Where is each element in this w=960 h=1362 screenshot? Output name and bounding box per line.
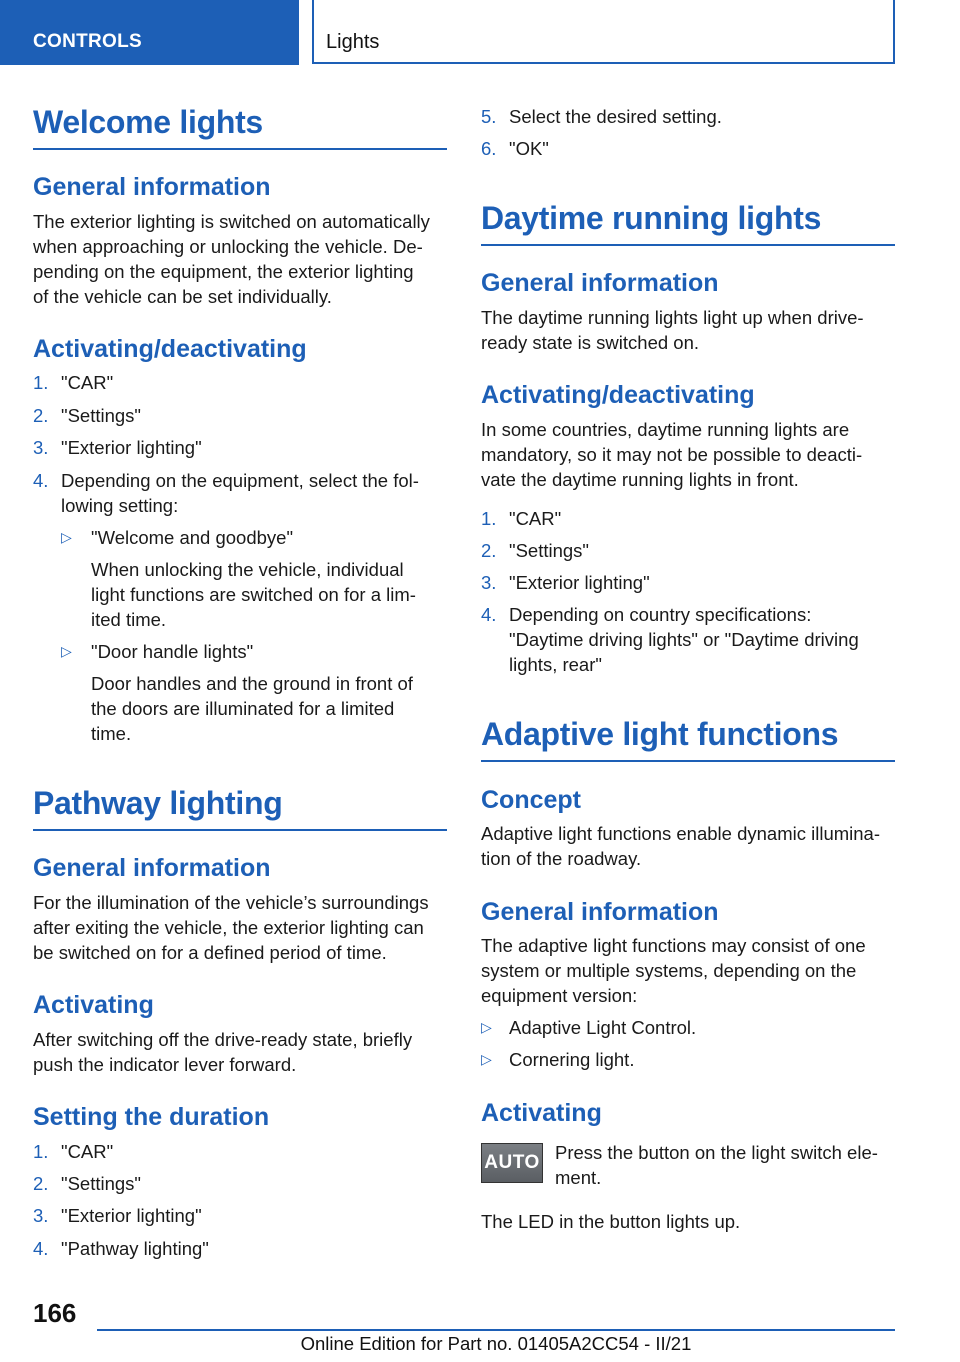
heading-alf-activating: Activating (481, 1099, 602, 1127)
list-text: "Settings" (61, 405, 141, 426)
heading-pathway-general-info: General information (33, 854, 271, 882)
drl-activating-line: vate the daytime running lights in front. (481, 469, 799, 490)
list-text: "Exterior lighting" (509, 572, 650, 593)
heading-concept: Concept (481, 786, 581, 814)
alf-general-line: system or multiple systems, depending on the (481, 960, 857, 981)
list-text: "CAR" (61, 1141, 114, 1162)
welcome-general-line: of the vehicle can be set individually. (33, 286, 332, 307)
triangle-bullet-icon: ▷ (61, 529, 72, 545)
list-text: "Exterior lighting" (61, 437, 202, 458)
drl-activating-line: In some countries, daytime running lights are (481, 419, 850, 440)
list-number: 1. (33, 1141, 49, 1162)
list-text: "Pathway lighting" (61, 1238, 209, 1259)
bullet-text: Cornering light. (509, 1049, 635, 1070)
list-text: "Exterior lighting" (61, 1205, 202, 1226)
option-description: Door handles and the ground in front of (91, 673, 413, 694)
list-number: 3. (33, 1205, 49, 1226)
heading-setting-duration: Setting the duration (33, 1103, 270, 1131)
auto-button-icon: AUTO (481, 1143, 543, 1183)
section-title: Lights (312, 0, 895, 64)
pathway-general-line: after exiting the vehicle, the exterior lighting can (33, 917, 424, 938)
list-text: "OK" (509, 138, 549, 159)
list-text: Depending on the equipment, select the fol‐ (61, 470, 419, 491)
led-line: The LED in the button lights up. (481, 1211, 741, 1232)
activating-line: Press the button on the light switch ele‐ (555, 1142, 878, 1163)
concept-line: Adaptive light functions enable dynamic illumina‐ (481, 823, 880, 844)
footer-edition: Online Edition for Part no. 01405A2CC54 - II/21 (300, 1333, 692, 1354)
option-description: ited time. (91, 609, 167, 630)
page-number: 166 (33, 1298, 77, 1328)
chapter-tab: CONTROLS (0, 0, 299, 65)
triangle-bullet-icon: ▷ (61, 643, 72, 659)
pathway-general-line: For the illumination of the vehicle’s surroundings (33, 892, 429, 913)
heading-drl-general-info: General information (481, 269, 719, 297)
list-number: 2. (33, 405, 49, 426)
welcome-general-line: when approaching or unlocking the vehicle. De‐ (33, 236, 423, 257)
bullet-text: Adaptive Light Control. (509, 1017, 697, 1038)
list-number: 2. (33, 1173, 49, 1194)
list-text: Select the desired setting. (509, 106, 722, 127)
list-number: 4. (481, 604, 497, 625)
welcome-general-line: The exterior lighting is switched on automatically (33, 211, 430, 232)
list-text: Depending on country specifications: (509, 604, 812, 625)
list-number: 4. (33, 1238, 49, 1259)
list-number: 6. (481, 138, 497, 159)
pathway-general-line: be switched on for a defined period of time. (33, 942, 387, 963)
welcome-general-line: pending on the equipment, the exterior lighting (33, 261, 414, 282)
heading-drl-activating: Activating/deactivating (481, 381, 755, 409)
list-text: lights, rear" (509, 654, 602, 675)
footer-divider (97, 1329, 895, 1331)
list-number: 5. (481, 106, 497, 127)
alf-general-line: The adaptive light functions may consist of one (481, 935, 866, 956)
option-description: light functions are switched on for a lim‐ (91, 584, 416, 605)
option-description: the doors are illuminated for a limited (91, 698, 395, 719)
list-number: 2. (481, 540, 497, 561)
list-number: 1. (481, 508, 497, 529)
list-text: "CAR" (61, 372, 114, 393)
list-number: 1. (33, 372, 49, 393)
list-number: 4. (33, 470, 49, 491)
heading-pathway-lighting: Pathway lighting (33, 783, 447, 831)
concept-line: tion of the roadway. (481, 848, 642, 869)
option-description: When unlocking the vehicle, individual (91, 559, 404, 580)
activating-line: ment. (555, 1167, 602, 1188)
heading-alf-general-info: General information (481, 898, 719, 926)
list-text: lowing setting: (61, 495, 179, 516)
heading-pathway-activating: Activating (33, 991, 154, 1019)
heading-daytime-running-lights: Daytime running lights (481, 198, 895, 246)
heading-welcome-general-info: General information (33, 173, 271, 201)
option-description: time. (91, 723, 132, 744)
list-number: 3. (33, 437, 49, 458)
heading-welcome-lights: Welcome lights (33, 102, 447, 150)
list-text: "CAR" (509, 508, 562, 529)
list-text: "Settings" (61, 1173, 141, 1194)
list-text: "Settings" (509, 540, 589, 561)
bullet-text: "Welcome and goodbye" (91, 527, 294, 548)
drl-general-line: ready state is switched on. (481, 332, 699, 353)
pathway-activating-line: After switching off the drive-ready state, briefly (33, 1029, 413, 1050)
bullet-text: "Door handle lights" (91, 641, 254, 662)
pathway-activating-line: push the indicator lever forward. (33, 1054, 297, 1075)
triangle-bullet-icon: ▷ (481, 1019, 492, 1035)
drl-general-line: The daytime running lights light up when drive‐ (481, 307, 864, 328)
triangle-bullet-icon: ▷ (481, 1051, 492, 1067)
alf-general-line: equipment version: (481, 985, 638, 1006)
heading-adaptive-light-functions: Adaptive light functions (481, 714, 895, 762)
drl-activating-line: mandatory, so it may not be possible to deacti‐ (481, 444, 863, 465)
list-text: "Daytime driving lights" or "Daytime driving (509, 629, 859, 650)
heading-welcome-activating: Activating/deactivating (33, 335, 307, 363)
list-number: 3. (481, 572, 497, 593)
